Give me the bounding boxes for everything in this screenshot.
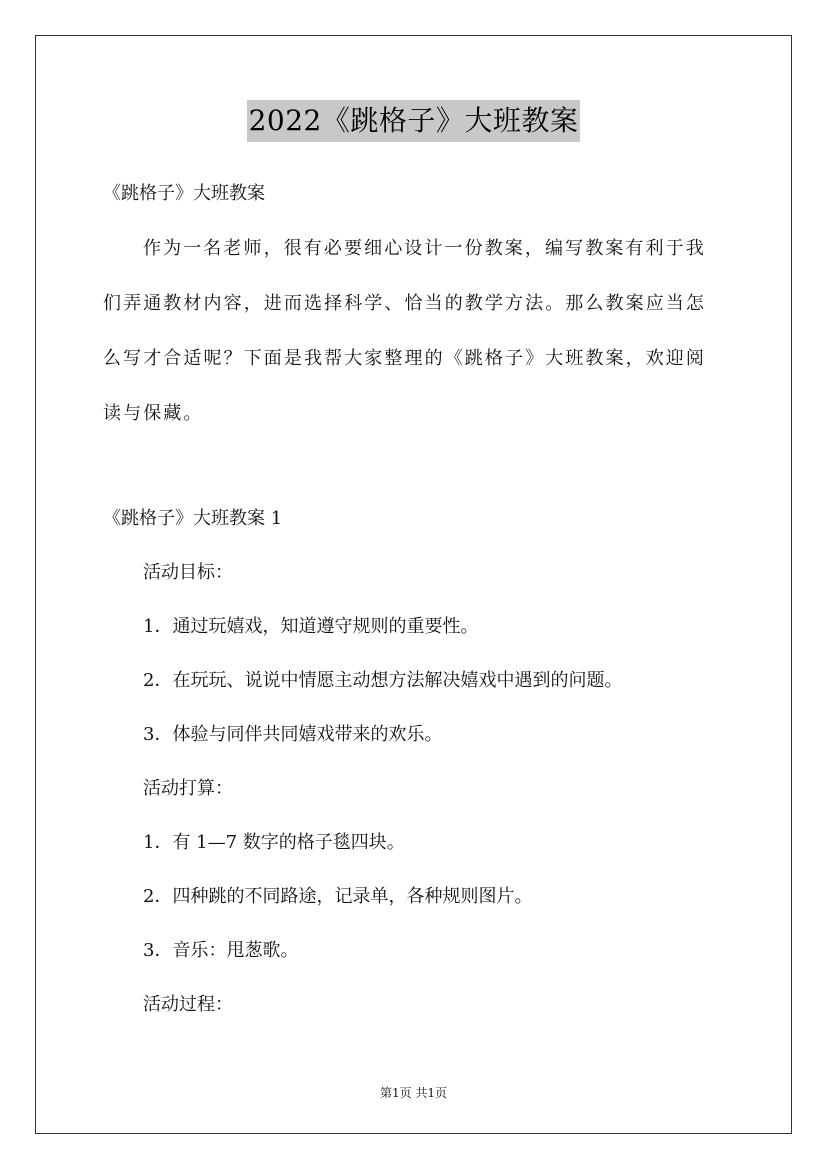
preparation-item: 2．四种跳的不同路途，记录单，各种规则图片。 [143, 886, 533, 907]
page-footer: 第1页 共1页 [379, 1086, 448, 1100]
document-title: 2022《跳格子》大班教案 [247, 100, 581, 142]
goal-item: 3．体验与同伴共同嬉戏带来的欢乐。 [143, 724, 443, 745]
preparation-item: 3．音乐：甩葱歌。 [143, 940, 299, 961]
intro-line: 作为一名老师，很有必要细心设计一份教案，编写教案有利于我 [143, 238, 706, 259]
intro-line: 们弄通教材内容，进而选择科学、恰当的教学方法。那么教案应当怎 [103, 293, 706, 314]
subtitle: 《跳格子》大班教案 [103, 183, 265, 204]
section-heading: 《跳格子》大班教案 1 [103, 508, 283, 529]
goals-heading: 活动目标： [143, 562, 233, 583]
goal-item: 1．通过玩嬉戏，知道遵守规则的重要性。 [143, 616, 479, 637]
intro-paragraph [103, 236, 727, 456]
process-heading: 活动过程： [143, 994, 233, 1015]
intro-line: 么写才合适呢？下面是我帮大家整理的《跳格子》大班教案，欢迎阅 [103, 348, 706, 369]
preparation-item: 1．有 1—7 数字的格子毯四块。 [143, 832, 405, 853]
preparation-heading: 活动打算： [143, 778, 233, 799]
goal-item: 2．在玩玩、说说中情愿主动想方法解决嬉戏中遇到的问题。 [143, 670, 623, 691]
intro-line: 读与保藏。 [103, 403, 204, 424]
title-container [0, 100, 827, 142]
